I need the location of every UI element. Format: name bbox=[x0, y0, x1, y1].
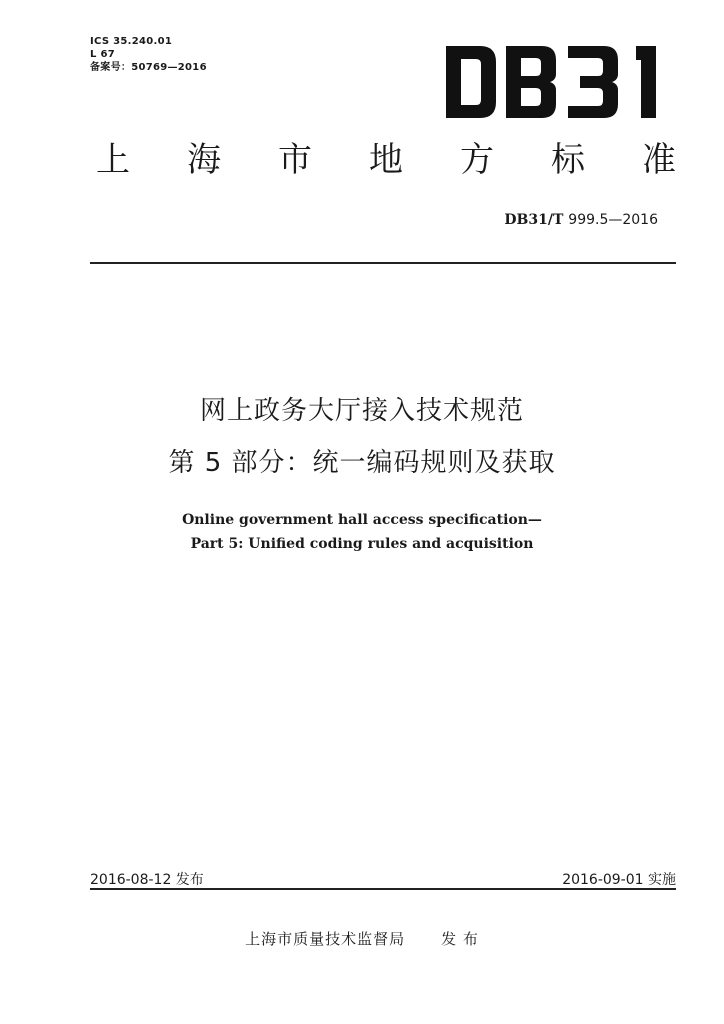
issuer-name: 上海市质量技术监督局 bbox=[245, 930, 406, 948]
title-en-line2: Part 5: Unified coding rules and acquisition bbox=[190, 536, 534, 552]
agency-title-char: 市 bbox=[278, 140, 312, 180]
issuer-line bbox=[0, 928, 724, 949]
standard-prefix: DB31/T bbox=[504, 212, 564, 228]
record-number: 备案号：50769—2016 bbox=[90, 62, 207, 73]
issuer-action: 发 布 bbox=[441, 930, 479, 948]
implement-date: 2016-09-01 实施 bbox=[562, 872, 676, 888]
standard-code: 999.5—2016 bbox=[568, 212, 658, 228]
agency-title-char: 海 bbox=[187, 140, 221, 180]
title-cn-line2: 第 5 部分：统一编码规则及获取 bbox=[168, 448, 556, 478]
top-divider bbox=[90, 262, 676, 264]
agency-title bbox=[96, 138, 676, 182]
title-en-line1: Online government hall access specification— bbox=[182, 512, 542, 528]
agency-title-char: 地 bbox=[369, 140, 403, 180]
title-cn-line1: 网上政务大厅接入技术规范 bbox=[199, 396, 524, 426]
agency-title-char: 准 bbox=[642, 140, 676, 180]
agency-title-char: 标 bbox=[551, 140, 585, 180]
agency-title-char: 方 bbox=[460, 140, 494, 180]
classification-code: L 67 bbox=[90, 49, 115, 60]
bottom-divider bbox=[90, 888, 676, 890]
db31-logo bbox=[436, 44, 676, 120]
standard-number bbox=[504, 212, 658, 228]
publish-date: 2016-08-12 发布 bbox=[90, 872, 204, 888]
ics-code: ICS 35.240.01 bbox=[90, 36, 173, 47]
agency-title-char: 上 bbox=[96, 140, 130, 180]
